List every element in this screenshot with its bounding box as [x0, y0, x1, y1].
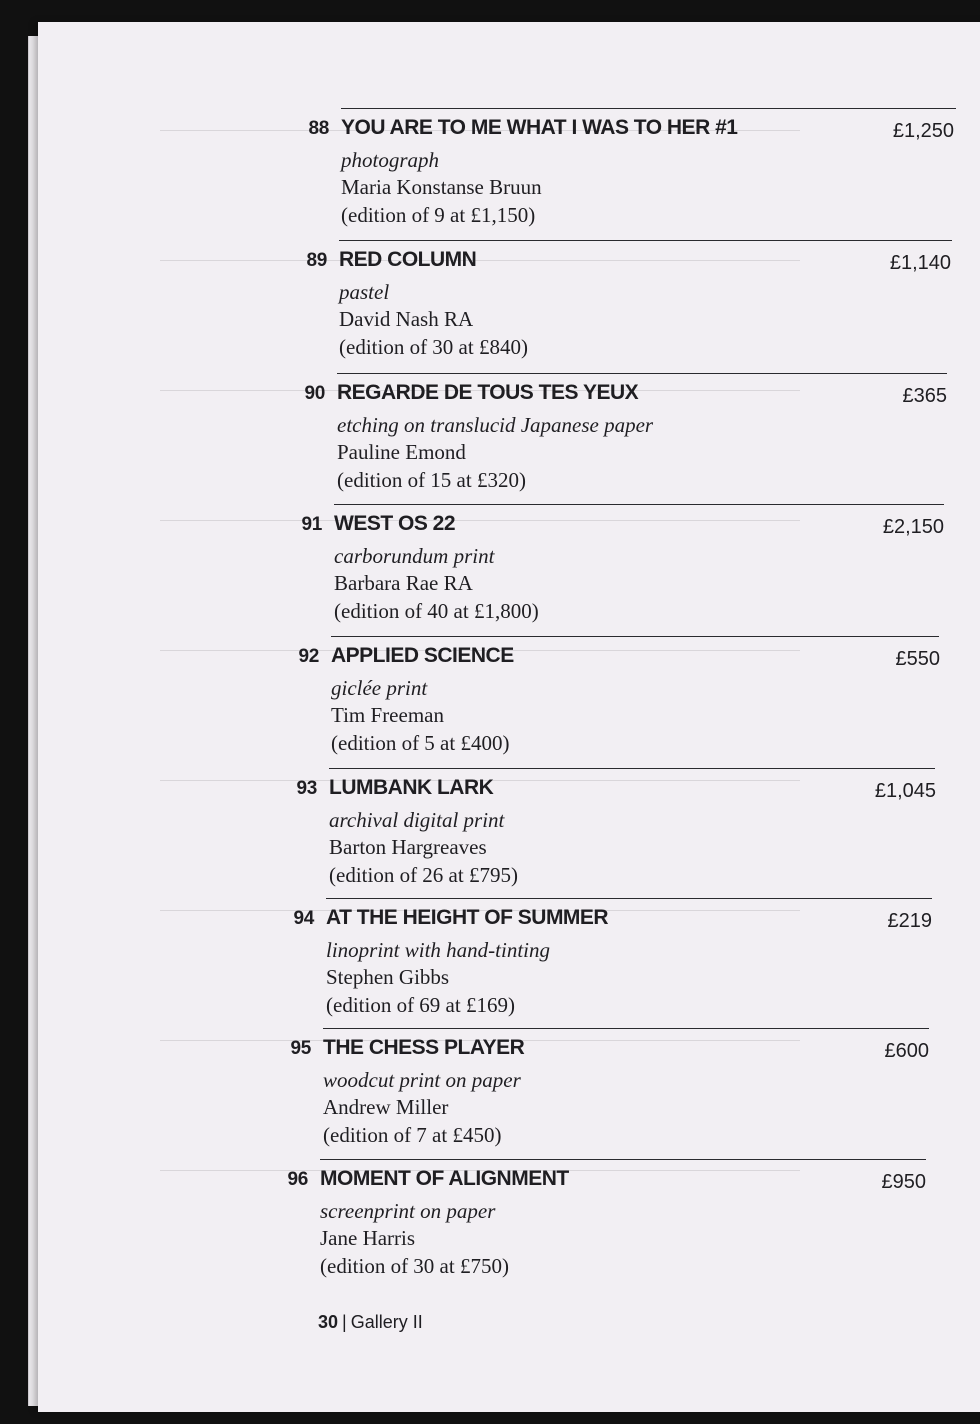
entry-artist: Andrew Miller: [323, 1095, 449, 1119]
entry-price: £2,150: [882, 516, 944, 538]
entry-number: 88: [308, 118, 329, 139]
entry-number: 89: [306, 250, 327, 271]
entry-rule: [339, 240, 952, 241]
entry-title: WEST OS 22: [334, 512, 456, 535]
entry-edition: (edition of 30 at £750): [320, 1254, 509, 1278]
catalogue-entry: [301, 504, 946, 629]
entry-medium: pastel: [339, 280, 390, 304]
entry-artist: Barbara Rae RA: [334, 571, 473, 595]
entry-number: 95: [290, 1038, 311, 1059]
catalogue-entry: [293, 898, 936, 1023]
entry-edition: (edition of 15 at £320): [337, 468, 526, 492]
entry-rule: [326, 898, 932, 899]
entry-edition: (edition of 9 at £1,150): [341, 203, 536, 227]
page-number: 30: [318, 1312, 339, 1332]
entry-edition: (edition of 7 at £450): [323, 1123, 502, 1147]
entry-title: THE CHESS PLAYER: [323, 1036, 525, 1059]
entry-medium: carborundum print: [334, 544, 495, 568]
entry-number: 90: [304, 383, 325, 404]
entry-title: APPLIED SCIENCE: [331, 644, 514, 667]
entry-number: 94: [293, 908, 314, 929]
entry-rule: [341, 108, 956, 109]
entry-rule: [334, 504, 944, 505]
entry-rule: [329, 768, 935, 769]
entry-price: £550: [895, 648, 940, 670]
section-name: Gallery II: [350, 1312, 423, 1332]
entry-rule: [337, 373, 947, 374]
entry-title: LUMBANK LARK: [329, 776, 494, 799]
catalogue-entry: [287, 1159, 930, 1284]
entry-medium: screenprint on paper: [320, 1199, 496, 1223]
entry-rule: [323, 1028, 929, 1029]
catalogue-entry: [304, 373, 949, 498]
entry-edition: (edition of 69 at £169): [326, 993, 515, 1017]
page-footer: [318, 1312, 423, 1333]
entry-edition: (edition of 30 at £840): [339, 335, 528, 359]
entry-price: £1,140: [889, 252, 951, 274]
entry-artist: Barton Hargreaves: [329, 835, 487, 859]
entry-price: £219: [887, 910, 932, 932]
entry-medium: etching on translucid Japanese paper: [337, 413, 654, 437]
entry-title: YOU ARE TO ME WHAT I WAS TO HER #1: [341, 116, 738, 139]
entry-edition: (edition of 40 at £1,800): [334, 599, 539, 623]
entry-artist: Tim Freeman: [331, 703, 444, 727]
entry-number: 96: [287, 1169, 308, 1190]
entry-artist: Stephen Gibbs: [326, 965, 450, 989]
catalogue-entry: [298, 636, 941, 761]
entry-title: MOMENT OF ALIGNMENT: [320, 1167, 569, 1190]
entry-title: AT THE HEIGHT OF SUMMER: [326, 906, 609, 929]
catalogue-entry: [296, 768, 939, 893]
entry-title: REGARDE DE TOUS TES YEUX: [337, 381, 639, 404]
entry-price: £600: [884, 1040, 929, 1062]
entry-number: 93: [296, 778, 317, 799]
entry-medium: woodcut print on paper: [323, 1068, 521, 1092]
entry-price: £1,045: [874, 780, 936, 802]
entry-medium: linoprint with hand-tinting: [326, 938, 551, 962]
entry-number: 92: [298, 646, 319, 667]
entry-price: £365: [902, 385, 947, 407]
entry-price: £950: [881, 1171, 926, 1193]
entry-artist: Jane Harris: [320, 1226, 416, 1250]
catalogue-entry: [290, 1028, 933, 1153]
entry-artist: David Nash RA: [339, 307, 474, 331]
entry-medium: photograph: [341, 148, 440, 172]
catalogue-entry: [308, 108, 956, 233]
entry-title: RED COLUMN: [339, 248, 477, 271]
entry-price: £1,250: [892, 120, 954, 142]
catalogue-entry: [306, 240, 954, 365]
entry-rule: [320, 1159, 926, 1160]
entry-rule: [331, 636, 939, 637]
entry-artist: Maria Konstanse Bruun: [341, 175, 542, 199]
footer-separator: |: [342, 1312, 347, 1332]
entry-medium: giclée print: [331, 676, 428, 700]
entry-artist: Pauline Emond: [337, 440, 466, 464]
entry-edition: (edition of 5 at £400): [331, 731, 510, 755]
entry-medium: archival digital print: [329, 808, 505, 832]
entry-edition: (edition of 26 at £795): [329, 863, 518, 887]
entry-number: 91: [301, 514, 322, 535]
